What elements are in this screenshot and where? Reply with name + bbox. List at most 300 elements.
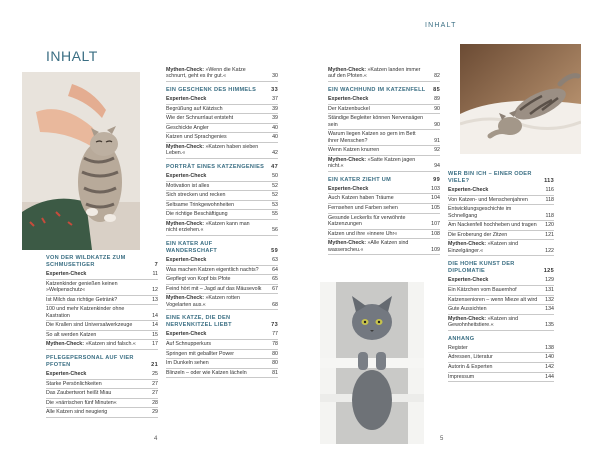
toc-entry [328, 130, 440, 146]
section-page: 7 [154, 262, 158, 268]
toc-entry [448, 344, 554, 354]
entry-text [166, 106, 268, 112]
toc-entry-mythen-check [448, 240, 554, 256]
entry-page: 144 [545, 373, 554, 380]
toc-entry [46, 408, 158, 418]
toc-entry [166, 340, 278, 350]
toc-section-heading [166, 241, 278, 255]
toc-column-1 [46, 250, 158, 418]
entry-text [166, 341, 268, 347]
entry-text [448, 364, 544, 370]
entry-title: »Katzen sind Gewohnheitstiere.« [448, 315, 519, 329]
entry-text [448, 306, 544, 312]
toc-entry [46, 331, 158, 341]
entry-page: 91 [434, 137, 440, 144]
entry-title: Warum liegen Katzen so gern im Bett ihrer Menschen? [328, 131, 416, 144]
entry-text [166, 351, 268, 357]
entry-title: Gesunde Leckerlis für verwöhnte Katzenzungen [328, 214, 406, 227]
toc-entry [166, 114, 278, 124]
entry-page: 29 [152, 409, 158, 416]
entry-text [448, 277, 544, 283]
entry-page: 80 [272, 350, 278, 357]
entry-page: 28 [152, 399, 158, 406]
entry-text [448, 232, 544, 238]
toc-entry-mythen-check [448, 315, 554, 331]
entry-text [46, 400, 148, 406]
section-title: EIN KATER AUF WANDERSCHAFT [166, 240, 218, 254]
entry-page: 138 [545, 344, 554, 351]
toc-column-3 [328, 66, 440, 255]
entry-title: Katzen und Sprachgenies [166, 134, 227, 141]
entry-title: 100 und mehr Katzenkinder ohne Kastration [46, 306, 125, 319]
entry-page: 27 [152, 390, 158, 397]
entry-page: 14 [152, 322, 158, 329]
toc-entry-experten-check [46, 270, 158, 280]
section-title: EIN KATER ZIEHT UM [328, 176, 392, 183]
entry-page: 135 [545, 322, 554, 329]
section-page: 47 [271, 163, 278, 170]
toc-entry [46, 389, 158, 399]
entry-title: Experten-Check [46, 370, 87, 377]
toc-entry [448, 196, 554, 206]
entry-text [46, 297, 148, 303]
entry-text [448, 316, 544, 329]
entry-title: Experten-Check [166, 96, 207, 102]
toc-entry [166, 182, 278, 192]
entry-page: 39 [272, 105, 278, 112]
entry-title: Die Eroberung der Zitzen [448, 231, 508, 238]
entry-text [448, 241, 544, 254]
entry-text [448, 287, 544, 293]
entry-text [166, 276, 268, 282]
entry-page: 122 [545, 247, 554, 254]
entry-page: 65 [272, 276, 278, 283]
toc-entry-mythen-check [166, 294, 278, 310]
running-header: INHALT [425, 22, 457, 29]
entry-page: 17 [152, 341, 158, 348]
entry-text [448, 297, 544, 303]
toc-entry [166, 350, 278, 360]
entry-title: Sich strecken und recken [166, 192, 226, 199]
toc-entry-experten-check [166, 256, 278, 266]
entry-page: 14 [152, 312, 158, 319]
toc-entry-experten-check [448, 276, 554, 286]
entry-lead: Mythen-Check: [166, 143, 204, 150]
entry-text [448, 197, 544, 203]
entry-title: Ist Milch das richtige Getränk? [46, 296, 118, 303]
toc-entry [166, 124, 278, 134]
entry-page: 77 [272, 331, 278, 338]
entry-title: »Alle Katzen sind wasserscheu.« [328, 240, 409, 253]
entry-text [166, 370, 268, 376]
toc-entry [328, 230, 440, 240]
entry-title: Adressen, Literatur [448, 354, 493, 361]
entry-page: 116 [545, 187, 554, 193]
entry-text [328, 231, 430, 237]
entry-text [166, 331, 268, 337]
toc-entry-mythen-check [166, 143, 278, 159]
section-title: DIE HOHE KUNST DER DIPLOMATIE [448, 261, 515, 275]
entry-title: Der Katzenbuckel [328, 105, 370, 112]
entry-title: Impressum [448, 373, 475, 380]
entry-title: Gute Aussichten [448, 306, 487, 313]
photo-cat-stretching [460, 44, 581, 154]
toc-section-heading [166, 315, 278, 329]
entry-title: Register [448, 344, 468, 351]
entry-title: Ein Kätzchen vom Bauernhof [448, 286, 517, 293]
toc-entry [448, 296, 554, 306]
entry-title: Starke Persönlichkeiten [46, 380, 102, 387]
entry-page: 25 [152, 370, 158, 377]
cat-on-chair-illustration [320, 282, 424, 444]
entry-title: »Katzen haben sieben Leben.« [166, 143, 259, 157]
toc-entry-experten-check [448, 186, 554, 196]
toc-entry [166, 275, 278, 285]
toc-entry-experten-check [328, 95, 440, 105]
entry-text [448, 374, 544, 380]
entry-text [46, 271, 148, 277]
entry-page: 94 [434, 163, 440, 170]
toc-entry [46, 399, 158, 409]
entry-text [166, 286, 268, 292]
entry-title: »Katzen sind Einzelgänger.« [448, 241, 519, 254]
entry-text [46, 381, 148, 387]
toc-entry [166, 210, 278, 220]
toc-entry [166, 266, 278, 276]
entry-text [448, 354, 544, 360]
entry-title: Experten-Check [46, 271, 87, 277]
toc-entry [448, 363, 554, 373]
entry-lead: Mythen-Check: [448, 241, 486, 248]
toc-entry [448, 221, 554, 231]
entry-lead: Mythen-Check: [328, 240, 366, 247]
toc-entry [448, 286, 554, 296]
entry-text [166, 360, 268, 366]
entry-title: Begrüßung auf Kätzisch [166, 105, 223, 112]
entry-text [328, 195, 430, 201]
entry-text [448, 345, 544, 351]
toc-entry [448, 205, 554, 221]
entry-page: 52 [272, 192, 278, 199]
entry-title: Experten-Check [328, 185, 369, 192]
toc-entry [166, 369, 278, 379]
entry-page: 107 [431, 220, 440, 227]
toc-entry [166, 201, 278, 211]
entry-title: Das Zaubertwort heißt Miau [46, 390, 112, 397]
toc-section-heading [46, 355, 158, 369]
entry-text [46, 371, 148, 377]
entry-page: 42 [272, 150, 278, 157]
entry-text [328, 131, 430, 144]
entry-title: Motivation ist alles [166, 182, 210, 189]
entry-text [46, 390, 148, 396]
section-title: PORTRÄT EINES KATZENGENIES [166, 163, 265, 170]
entry-page: 105 [431, 204, 440, 211]
entry-text [166, 67, 268, 80]
entry-text [166, 183, 268, 189]
entry-page: 82 [434, 73, 440, 80]
entry-page: 78 [272, 340, 278, 347]
page-number-left: 4 [154, 436, 158, 442]
entry-text [46, 341, 148, 347]
entry-page: 56 [272, 227, 278, 234]
entry-text [166, 211, 268, 217]
entry-text [166, 134, 268, 140]
entry-title: Experten-Check [328, 96, 369, 102]
entry-page: 30 [272, 73, 278, 80]
entry-title: »Katzen rotten Vogelarten aus.« [166, 295, 240, 308]
entry-title: Auch Katzen haben Träume [328, 195, 394, 202]
section-title: VON DER WILDKATZE ZUM SCHMUSETIGER [46, 255, 126, 268]
entry-page: 90 [434, 105, 440, 112]
toc-section-heading [328, 177, 440, 184]
entry-text [166, 96, 268, 102]
entry-page: 80 [272, 360, 278, 367]
entry-title: »Katzen sind falsch.« [85, 341, 136, 348]
entry-title: Seltsame Trinkgewohnheiten [166, 201, 235, 208]
entry-page: 15 [152, 331, 158, 338]
entry-page: 37 [272, 96, 278, 102]
entry-page: 64 [272, 266, 278, 273]
entry-text [166, 295, 268, 308]
entry-text [328, 186, 430, 192]
entry-title: Katzenkinder genießen keinen »Welpenschutz« [46, 280, 118, 293]
toc-entry [448, 305, 554, 315]
entry-title: Was machen Katzen eigentlich nachts? [166, 266, 259, 273]
toc-entry [448, 353, 554, 363]
entry-page: 40 [272, 134, 278, 141]
toc-section-heading [448, 171, 554, 185]
photo-cat-on-chair [320, 282, 424, 444]
entry-page: 92 [434, 147, 440, 154]
section-page: 125 [543, 268, 554, 275]
toc-entry [166, 105, 278, 115]
toc-section-heading [166, 164, 278, 171]
entry-lead: Mythen-Check: [166, 295, 204, 302]
toc-entry [448, 231, 554, 241]
entry-title: Die Krallen sind Universalwerkzeuge [46, 322, 133, 329]
kitten-in-arms-illustration [22, 72, 140, 250]
toc-entry [328, 204, 440, 214]
entry-text [166, 221, 268, 234]
entry-page: 103 [431, 185, 440, 192]
entry-text [166, 173, 268, 179]
entry-text [166, 267, 268, 273]
entry-title: Die richtige Beschäftigung [166, 211, 228, 218]
entry-title: »Satte Katzen jagen nicht.« [328, 156, 416, 170]
entry-lead: Mythen-Check: [166, 67, 204, 73]
entry-title: Experten-Check [448, 187, 489, 193]
entry-title: Wenn Katzen knurren [328, 147, 380, 154]
entry-page: 27 [152, 380, 158, 387]
entry-title: »Katzen landen immer auf den Pfoten.« [328, 67, 421, 80]
photo-kitten-in-arms [22, 72, 140, 250]
entry-page: 52 [272, 182, 278, 189]
section-page: 113 [544, 178, 554, 184]
section-page: 33 [271, 87, 278, 93]
toc-section-heading [166, 87, 278, 94]
entry-title: Experten-Check [166, 331, 207, 338]
entry-page: 134 [545, 306, 554, 313]
entry-title: Katzensenioren – wenn Mieze alt wird [448, 296, 538, 303]
page-number-right: 5 [440, 436, 444, 442]
section-title: PFLEGEPERSONAL AUF VIER PFOTEN [46, 354, 134, 368]
toc-entry [328, 105, 440, 115]
toc-entry [448, 373, 554, 383]
entry-title: Im Dunkeln sehen [166, 360, 209, 367]
toc-section-heading [46, 255, 158, 269]
entry-page: 13 [152, 296, 158, 303]
entry-title: Geschickte Angler [166, 124, 209, 131]
entry-text [448, 222, 544, 228]
toc-entry-experten-check [166, 95, 278, 105]
entry-title: So alt werden Katzen [46, 331, 97, 338]
entry-page: 68 [272, 301, 278, 308]
entry-text [328, 157, 430, 170]
entry-title: Auf Schnupperkurs [166, 340, 212, 347]
entry-text [46, 281, 148, 294]
entry-page: 108 [431, 230, 440, 237]
page-title: INHALT [46, 48, 98, 64]
toc-section-heading [448, 261, 554, 275]
toc-entry-mythen-check [328, 239, 440, 255]
toc-entry [328, 114, 440, 130]
toc-entry [166, 133, 278, 143]
section-title: WER BIN ICH – EINER ODER VIELE? [448, 171, 532, 184]
toc-entry-experten-check [328, 185, 440, 195]
section-page: 85 [433, 87, 440, 93]
entry-page: 81 [272, 369, 278, 376]
section-title: EIN GESCHENK DES HIMMELS [166, 87, 257, 93]
entry-text [328, 215, 430, 228]
section-title: ANHANG [448, 335, 475, 342]
entry-page: 131 [545, 286, 554, 293]
toc-entry [46, 380, 158, 390]
entry-text [328, 96, 430, 102]
entry-page: 120 [545, 222, 554, 229]
toc-entry [328, 146, 440, 156]
entry-page: 50 [272, 172, 278, 179]
entry-page: 142 [545, 363, 554, 370]
toc-entry-mythen-check [328, 156, 440, 172]
toc-entry-experten-check [166, 330, 278, 340]
entry-text [328, 115, 430, 128]
toc-entry [46, 280, 158, 296]
entry-title: Feind hört mit – Jagd auf das Mäusevolk [166, 285, 262, 292]
entry-page: 39 [272, 115, 278, 122]
entry-page: 121 [545, 231, 554, 238]
entry-page: 63 [272, 256, 278, 263]
entry-text [46, 322, 148, 328]
toc-entry-mythen-check [166, 220, 278, 236]
toc-entry [46, 305, 158, 321]
entry-title: Entwicklungsgeschichte im Schnellgang [448, 206, 512, 219]
entry-text [328, 67, 430, 80]
entry-title: Von Katzen- und Menschenjahren [448, 196, 528, 203]
entry-page: 118 [545, 196, 554, 203]
entry-lead: Mythen-Check: [328, 156, 366, 163]
entry-title: Blinzeln – oder wie Katzen lächeln [166, 369, 247, 376]
entry-title: Alle Katzen sind neugierig [46, 409, 108, 416]
entry-lead: Mythen-Check: [328, 67, 366, 73]
toc-section-heading [328, 87, 440, 94]
entry-text [46, 332, 148, 338]
toc-column-2 [166, 66, 278, 378]
entry-text [328, 205, 430, 211]
toc-entry [166, 285, 278, 295]
section-title: EINE KATZE, DIE DEN NERVENKITZEL LIEBT [166, 315, 232, 329]
entry-text [46, 409, 148, 415]
entry-page: 67 [272, 285, 278, 292]
entry-page: 129 [545, 277, 554, 284]
entry-page: 104 [431, 195, 440, 202]
entry-page: 12 [152, 287, 158, 293]
entry-text [448, 206, 544, 219]
entry-text [166, 144, 268, 157]
section-page: 59 [271, 247, 278, 254]
entry-title: Ständige Begleiter können Nervensägen sein [328, 115, 424, 128]
entry-text [166, 115, 268, 121]
entry-text [166, 125, 268, 131]
entry-title: »Wenn die Katze schnurrt, geht es ihr gut.« [166, 67, 246, 80]
entry-page: 11 [152, 271, 158, 277]
entry-text [448, 187, 544, 193]
toc-entry-mythen-check [166, 66, 278, 82]
section-page: 21 [151, 361, 158, 368]
toc-entry [166, 359, 278, 369]
entry-lead: Mythen-Check: [448, 315, 486, 322]
cat-stretching-illustration [460, 44, 581, 154]
entry-title: Experten-Check [166, 256, 207, 263]
entry-title: Experten-Check [166, 172, 207, 179]
entry-page: 53 [272, 201, 278, 208]
toc-entry-experten-check [46, 370, 158, 380]
entry-title: Katzen und ihre »innere Uhr« [328, 230, 398, 237]
entry-page: 109 [431, 246, 440, 253]
toc-entry [46, 296, 158, 306]
entry-title: Am Nackenfell hochheben und tragen [448, 222, 537, 229]
entry-page: 55 [272, 211, 278, 218]
toc-entry-mythen-check [46, 340, 158, 350]
entry-page: 40 [272, 124, 278, 131]
entry-title: »Katzen kann man nicht erziehen.« [166, 220, 250, 234]
toc-entry [328, 194, 440, 204]
entry-title: Gepflegt von Kopf bis Pfote [166, 276, 231, 283]
toc-entry-mythen-check [328, 66, 440, 82]
toc-entry [328, 214, 440, 230]
toc-entry [46, 321, 158, 331]
section-page: 99 [433, 176, 440, 183]
entry-page: 140 [545, 354, 554, 361]
entry-text [328, 106, 430, 112]
entry-text [46, 306, 148, 319]
entry-page: 118 [545, 212, 554, 219]
toc-entry [166, 191, 278, 201]
entry-text [166, 192, 268, 198]
entry-title: Die »närrischen fünf Minuten« [46, 399, 117, 406]
entry-title: Autorin & Experten [448, 363, 493, 370]
entry-text [166, 202, 268, 208]
entry-title: Wie der Schnurrlaut entsteht [166, 115, 234, 122]
toc-section-heading [448, 336, 554, 343]
entry-lead: Mythen-Check: [46, 341, 84, 348]
entry-title: Experten-Check [448, 277, 489, 284]
entry-title: Fernsehen und Farben sehen [328, 204, 398, 211]
entry-page: 90 [434, 121, 440, 128]
entry-page: 89 [434, 96, 440, 102]
entry-lead: Mythen-Check: [166, 220, 204, 227]
entry-page: 132 [545, 296, 554, 303]
